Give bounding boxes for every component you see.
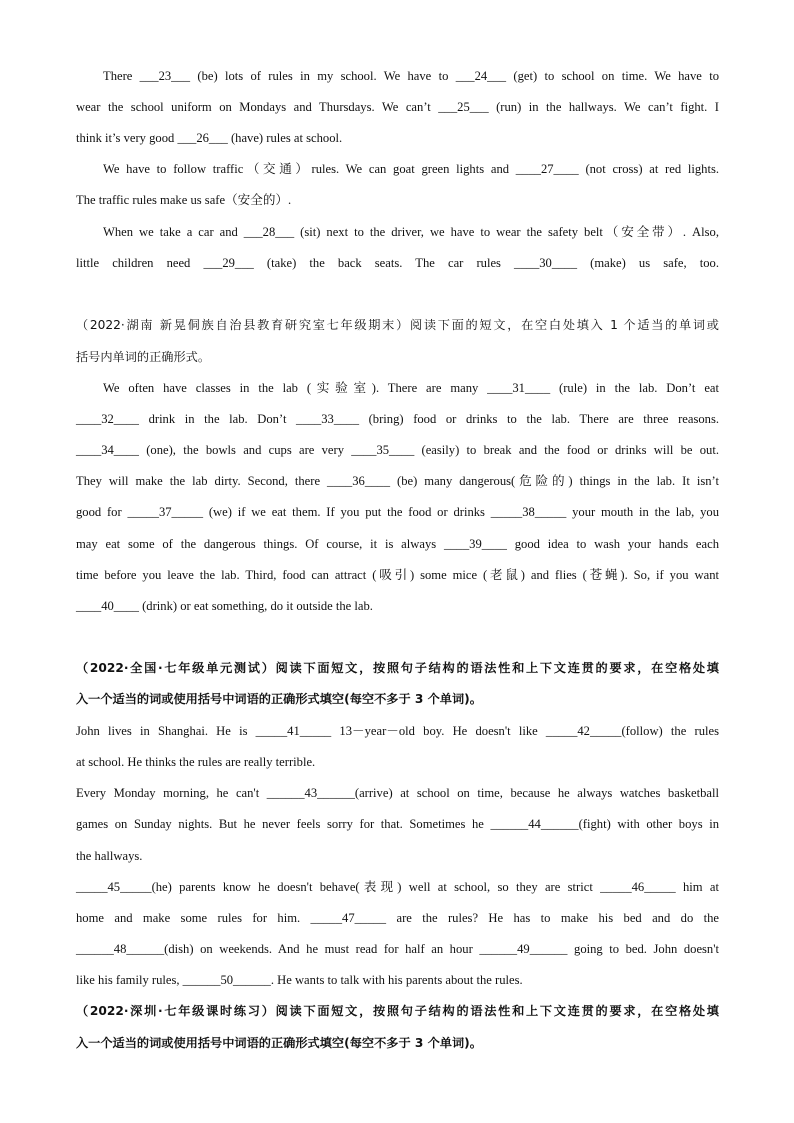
passage-2-line-7: time before you leave the lab. Third, food can attract (吸引) some mice (老鼠) and flies (苍蝇). So, if you want — [76, 568, 719, 582]
passage-2-line-5: good for _____37_____ (we) if we eat them. If you put the food or drinks _____38_____ your mouth in the lab, you — [76, 505, 719, 519]
passage-3-line-3: Every Monday morning, he can't ______43______(arrive) at school on time, because he always watches basketball — [76, 786, 719, 800]
section-2-heading-line-1: （2022·湖南 新晃侗族自治县教育研究室七年级期末）阅读下面的短文，在空白处填入 1 个适当的单词或 — [76, 318, 719, 332]
passage-3-line-2: at school. He thinks the rules are really terrible. — [76, 755, 316, 769]
passage-1-line-3: think it’s very good ___26___ (have) rules at school. — [76, 131, 343, 145]
section-4-heading-line-2: 入一个适当的词或使用括号中词语的正确形式填空(每空不多于 3 个单词)。 — [76, 1036, 482, 1050]
passage-2-line-3: ____34____ (one), the bowls and cups are very ____35____ (easily) to break and the food or drinks will be out. — [76, 443, 719, 457]
section-4-heading-line-1: （2022·深圳·七年级课时练习）阅读下面短文，按照句子结构的语法性和上下文连贯的要求，在空格处填 — [76, 1004, 719, 1018]
passage-3-line-4: games on Sunday nights. But he never feels sorry for that. Sometimes he ______44______(fight) with other boys in — [76, 817, 719, 831]
section-3-heading-line-1: （2022·全国·七年级单元测试）阅读下面短文，按照句子结构的语法性和上下文连贯的要求，在空格处填 — [76, 661, 719, 675]
passage-3-line-5: the hallways. — [76, 849, 143, 863]
passage-3-line-8: ______48______(dish) on weekends. And he must read for half an hour ______49______ going to bed. John doesn't — [76, 942, 719, 956]
passage-3-line-7: home and make some rules for him. _____47_____ are the rules? He has to make his bed and do the — [76, 911, 719, 925]
passage-1-line-5: The traffic rules make us safe（安全的）. — [76, 193, 292, 207]
passage-1-line-7: little children need ___29___ (take) the back seats. The car rules ____30____ (make) us safe, too. — [76, 256, 719, 270]
passage-1-line-1: There ___23___ (be) lots of rules in my school. We have to ___24___ (get) to school on time. We have to — [103, 69, 719, 83]
section-2-heading-line-2: 括号内单词的正确形式。 — [76, 350, 211, 364]
passage-3-line-1: John lives in Shanghai. He is _____41_____ 13－year－old boy. He doesn't like _____42_____(follow) the rules — [76, 724, 719, 738]
section-3-heading-line-2: 入一个适当的词或使用括号中词语的正确形式填空(每空不多于 3 个单词)。 — [76, 692, 482, 706]
passage-2-line-4: They will make the lab dirty. Second, there ____36____ (be) many dangerous(危险的) things in the lab. It isn’t — [76, 474, 719, 488]
passage-1-line-6: When we take a car and ___28___ (sit) next to the driver, we have to wear the safety belt（安全带）. Also, — [103, 225, 719, 239]
passage-3-line-9: like his family rules, ______50______. He wants to talk with his parents about the rules. — [76, 973, 523, 987]
passage-3-line-6: _____45_____(he) parents know he doesn't behave(表现) well at school, so they are strict _____46_____ him at — [76, 880, 719, 894]
passage-2-line-2: ____32____ drink in the lab. Don’t ____33____ (bring) food or drinks to the lab. There are three reasons. — [76, 412, 719, 426]
passage-1-line-2: wear the school uniform on Mondays and Thursdays. We can’t ___25___ (run) in the hallways. We can’t fight. I — [76, 100, 719, 114]
passage-1-line-4: We have to follow traffic（交通）rules. We can goat green lights and ____27____ (not cross) at red lights. — [103, 162, 719, 176]
passage-2-line-6: may eat some of the dangerous things. Of course, it is always ____39____ good idea to wash your hands each — [76, 537, 719, 551]
passage-2-line-1: We often have classes in the lab (实验室). There are many ____31____ (rule) in the lab. Don’t eat — [103, 381, 719, 395]
passage-2-line-8: ____40____ (drink) or eat something, do it outside the lab. — [76, 599, 373, 613]
